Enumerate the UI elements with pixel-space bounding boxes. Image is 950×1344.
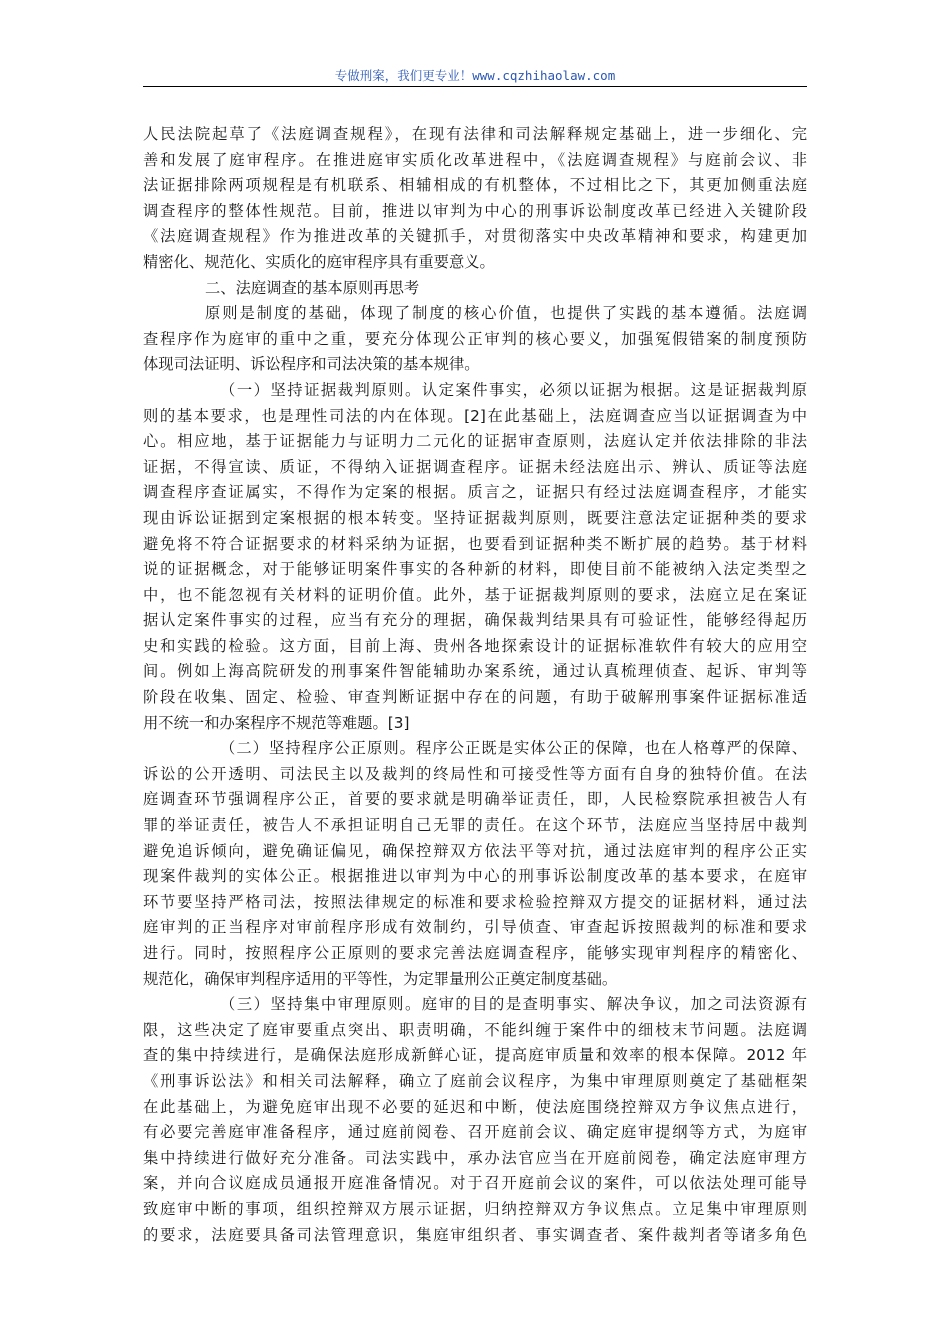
document-body xyxy=(143,122,807,1248)
text-line: 用不统一和办案程序不规范等难题。[3] xyxy=(143,713,410,732)
text-line: 诉讼的公开透明、司法民主以及裁判的终局性和可接受性等方面有自身的独特价值。在法 xyxy=(143,764,807,783)
text-line: 证据，不得宣读、质证，不得纳入证据调查程序。证据未经法庭出示、辨认、质证等法庭 xyxy=(143,457,807,476)
text-line: 的要求，法庭要具备司法管理意识，集庭审组织者、事实调查者、案件裁判者等诸多角色 xyxy=(143,1225,807,1244)
text-line: 限，这些决定了庭审要重点突出、职责明确，不能纠缠于案件中的细枝末节问题。法庭调 xyxy=(143,1020,807,1039)
text-line: 在此基础上，为避免庭审出现不必要的延迟和中断，使法庭围绕控辩双方争议焦点进行， xyxy=(143,1097,807,1116)
text-line: 中，也不能忽视有关材料的证明价值。此外，基于证据裁判原则的要求，法庭立足在案证 xyxy=(143,585,807,604)
text-line: 规范化，确保审判程序适用的平等性，为定罪量刑公正奠定制度基础。 xyxy=(143,969,618,988)
text-line: 现案件裁判的实体公正。根据推进以审判为中心的刑事诉讼制度改革的基本要求，在庭审 xyxy=(143,867,807,886)
section-heading: 二、法庭调查的基本原则再思考 xyxy=(205,278,420,297)
text-line: 据认定案件事实的过程，应当有充分的理据，确保裁判结果具有可验证性，能够经得起历 xyxy=(143,611,807,630)
text-line: 案，并向合议庭成员通报开庭准备情况。对于召开庭前会议的案件，可以依法处理可能导 xyxy=(143,1174,807,1193)
page-header-text: 专做刑案，我们更专业！www.cqzhihaolaw.com xyxy=(334,68,616,83)
text-line: 说的证据概念，对于能够证明案件事实的各种新的材料，即使目前不能被纳入法定类型之 xyxy=(143,560,807,579)
text-line: 查的集中持续进行，是确保法庭形成新鲜心证，提高庭审质量和效率的根本保障。2012 年 xyxy=(143,1046,807,1065)
text-line: 原则是制度的基础，体现了制度的核心价值，也提供了实践的基本遵循。法庭调 xyxy=(205,304,807,323)
text-line: 法证据排除两项规程是有机联系、相辅相成的有机整体，不过相比之下，其更加侧重法庭 xyxy=(143,176,807,195)
text-line: 有必要完善庭审准备程序，通过庭前阅卷、召开庭前会议、确定庭审提纲等方式，为庭审 xyxy=(143,1123,807,1142)
text-line: 致庭审中断的事项，组织控辩双方展示证据，归纳控辩双方争议焦点。立足集中审理原则 xyxy=(143,1199,807,1218)
text-line: 体现司法证明、诉讼程序和司法决策的基本规律。 xyxy=(143,355,480,374)
text-line: 《刑事诉讼法》和相关司法解释，确立了庭前会议程序，为集中审理原则奠定了基础框架 xyxy=(143,1071,807,1090)
text-line: 庭调查环节强调程序公正，首要的要求就是明确举证责任，即，人民检察院承担被告人有 xyxy=(143,790,807,809)
text-line: 善和发展了庭审程序。在推进庭审实质化改革进程中，《法庭调查规程》与庭前会议、非 xyxy=(143,150,807,169)
text-line: 避免追诉倾向，避免确证偏见，确保控辩双方依法平等对抗，通过法庭审判的程序公正实 xyxy=(143,841,807,860)
text-line: 罪的举证责任，被告人不承担证明自己无罪的责任。在这个环节，法庭应当坚持居中裁判 xyxy=(143,816,807,835)
text-line: 人民法院起草了《法庭调查规程》，在现有法律和司法解释规定基础上，进一步细化、完 xyxy=(143,125,807,143)
text-line: 史和实践的检验。这方面，目前上海、贵州各地探索设计的证据标准软件有较大的应用空 xyxy=(143,636,807,655)
text-line: 调查程序查证属实，不得作为定案的根据。质言之，证据只有经过法庭调查程序，才能实 xyxy=(143,483,807,502)
text-line: 间。例如上海高院研发的刑事案件智能辅助办案系统，通过认真梳理侦查、起诉、审判等 xyxy=(143,662,807,681)
text-line: 阶段在收集、固定、检验、审查判断证据中存在的问题，有助于破解刑事案件证据标准适 xyxy=(143,688,807,707)
text-line: 查程序作为庭审的重中之重，要充分体现公正审判的核心要义，加强冤假错案的制度预防 xyxy=(143,329,807,348)
text-line: 则的基本要求，也是理性司法的内在体现。[2]在此基础上，法庭调查应当以证据调查为中 xyxy=(143,406,807,425)
text-line: （二）坚持程序公正原则。程序公正既是实体公正的保障，也在人格尊严的保障、 xyxy=(220,739,807,758)
text-line: 调查程序的整体性规范。目前，推进以审判为中心的刑事诉讼制度改革已经进入关键阶段 xyxy=(143,201,807,220)
text-line: 避免将不符合证据要求的材料采纳为证据，也要看到证据种类不断扩展的趋势。基于材料 xyxy=(143,534,807,553)
text-line: 精密化、规范化、实质化的庭审程序具有重要意义。 xyxy=(143,252,495,271)
text-line: （三）坚持集中审理原则。庭审的目的是查明事实、解决争议，加之司法资源有 xyxy=(220,995,807,1014)
text-line: 现由诉讼证据到定案根据的根本转变。坚持证据裁判原则，既要注意法定证据种类的要求 xyxy=(143,508,807,527)
header-divider xyxy=(143,86,807,87)
text-line: 心。相应地，基于证据能力与证明力二元化的证据审查原则，法庭认定并依法排除的非法 xyxy=(143,432,807,451)
text-line: 庭审判的正当程序对审前程序形成有效制约，引导侦查、审查起诉按照裁判的标准和要求 xyxy=(143,918,807,937)
text-line: 《法庭调查规程》作为推进改革的关键抓手，对贯彻落实中央改革精神和要求，构建更加 xyxy=(143,227,807,246)
text-line: （一）坚持证据裁判原则。认定案件事实，必须以证据为根据。这是证据裁判原 xyxy=(220,380,807,399)
text-line: 集中持续进行做好充分准备。司法实践中，承办法官应当在开庭前阅卷，确定法庭审理方 xyxy=(143,1148,807,1167)
text-line: 进行。同时，按照程序公正原则的要求完善法庭调查程序，能够实现审判程序的精密化、 xyxy=(143,944,807,962)
text-line: 环节要坚持严格司法，按照法律规定的标准和要求检验控辩双方提交的证据材料，通过法 xyxy=(143,892,807,911)
